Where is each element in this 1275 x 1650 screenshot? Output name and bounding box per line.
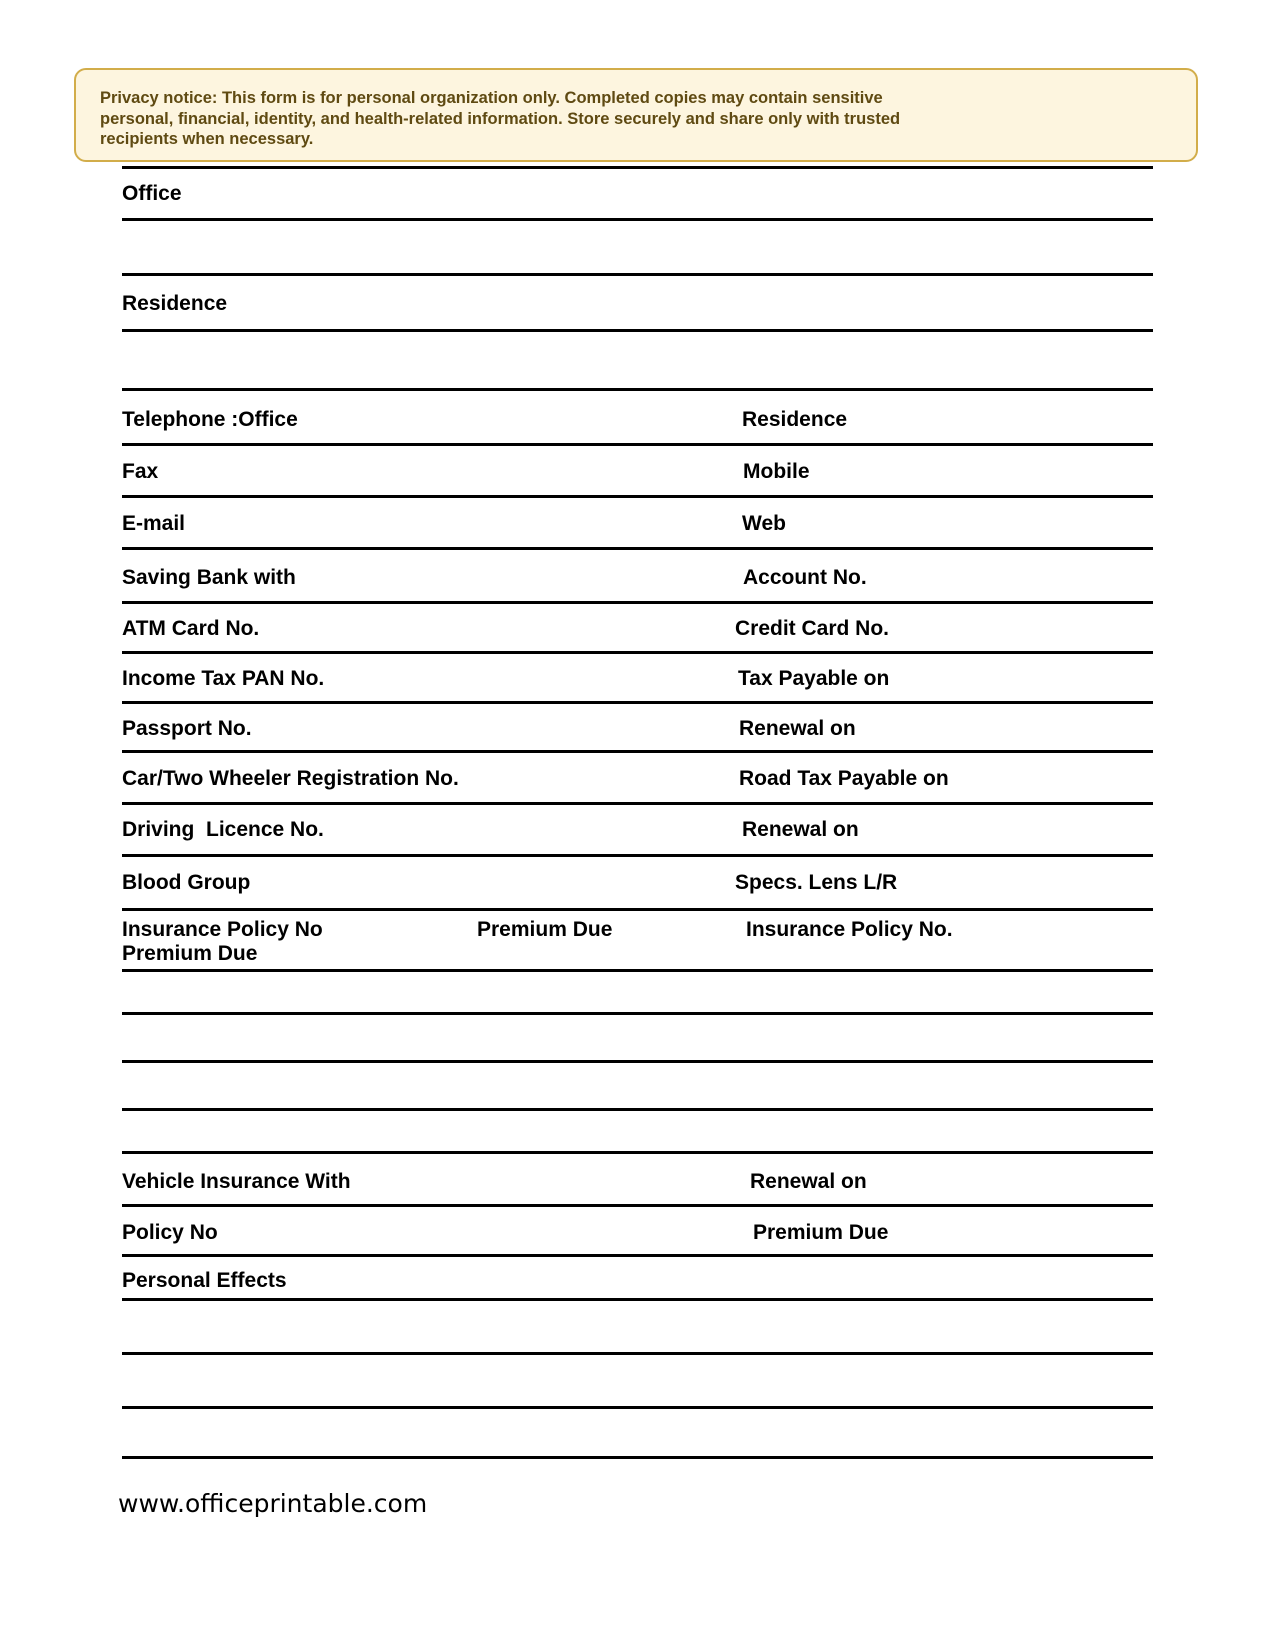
- specs-lens-label: Specs. Lens L/R: [735, 871, 898, 894]
- form-rule: [122, 547, 1153, 550]
- form-rule: [122, 969, 1153, 972]
- privacy-notice-text: Privacy notice: This form is for personal organization only. Completed copies may contain sensitive personal, financial, identity, and health-related information. Store securely and share only with trusted recipients when necessary.: [100, 89, 901, 148]
- passport-renewal-label: Renewal on: [739, 717, 856, 740]
- form-rule: [122, 218, 1153, 221]
- premium-due-label: Premium Due: [122, 942, 258, 965]
- form-rule: [122, 273, 1153, 276]
- form-rule: [122, 1012, 1153, 1015]
- form-rule: [122, 651, 1153, 654]
- form-rule: [122, 1254, 1153, 1257]
- form-rule: [122, 1204, 1153, 1207]
- email-label: E-mail: [122, 512, 186, 535]
- licence-renewal-label: Renewal on: [742, 818, 859, 841]
- form-rule: [122, 1151, 1153, 1154]
- form-rule: [122, 329, 1153, 332]
- vehicle-insurance-label: Vehicle Insurance With: [122, 1170, 351, 1193]
- credit-card-label: Credit Card No.: [735, 617, 890, 640]
- blood-group-label: Blood Group: [122, 871, 251, 894]
- premium-due-label: Premium Due: [477, 918, 613, 941]
- road-tax-label: Road Tax Payable on: [739, 767, 949, 790]
- pan-no-label: Income Tax PAN No.: [122, 667, 325, 690]
- form-rule: [122, 802, 1153, 805]
- form-rule: [122, 443, 1153, 446]
- account-no-label: Account No.: [743, 566, 867, 589]
- insurance-policy-label: Insurance Policy No.: [746, 918, 953, 941]
- form-rule: [122, 1060, 1153, 1063]
- insurance-policy-label: Insurance Policy No: [122, 918, 323, 941]
- web-label: Web: [742, 512, 786, 535]
- telephone-office-label: Telephone :Office: [122, 408, 298, 431]
- website-footer: www.officeprintable.com: [118, 1489, 428, 1518]
- vehicle-registration-label: Car/Two Wheeler Registration No.: [122, 767, 459, 790]
- form-rule: [122, 854, 1153, 857]
- saving-bank-label: Saving Bank with: [122, 566, 296, 589]
- vehicle-premium-due-label: Premium Due: [753, 1221, 889, 1244]
- form-rule: [122, 1352, 1153, 1355]
- atm-card-label: ATM Card No.: [122, 617, 260, 640]
- form-rule: [122, 601, 1153, 604]
- form-rule: [122, 166, 1153, 169]
- privacy-notice: [74, 68, 1198, 162]
- form-rule: [122, 1108, 1153, 1111]
- form-rule: [122, 388, 1153, 391]
- form-rule: [122, 495, 1153, 498]
- form-rule: [122, 701, 1153, 704]
- personal-effects-label: Personal Effects: [122, 1269, 287, 1292]
- form-rule: [122, 1456, 1153, 1459]
- form-rule: [122, 1406, 1153, 1409]
- form-rule: [122, 750, 1153, 753]
- vehicle-renewal-label: Renewal on: [750, 1170, 867, 1193]
- mobile-label: Mobile: [743, 460, 810, 483]
- policy-no-label: Policy No: [122, 1221, 218, 1244]
- residence-address-label: Residence: [122, 292, 228, 315]
- fax-label: Fax: [122, 460, 159, 483]
- telephone-residence-label: Residence: [742, 408, 848, 431]
- form-rule: [122, 908, 1153, 911]
- tax-payable-label: Tax Payable on: [738, 667, 890, 690]
- driving-licence-label: Driving Licence No.: [122, 818, 324, 841]
- office-address-label: Office: [122, 182, 182, 205]
- form-rule: [122, 1298, 1153, 1301]
- passport-no-label: Passport No.: [122, 717, 252, 740]
